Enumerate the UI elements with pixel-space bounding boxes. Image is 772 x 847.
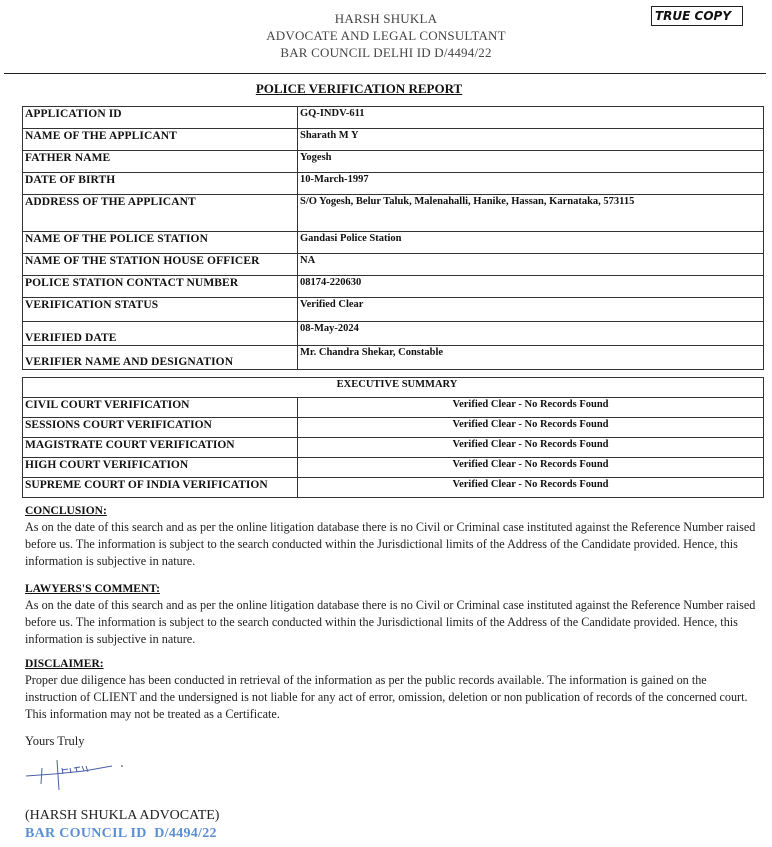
field-value: NA: [298, 254, 764, 276]
table-row: [23, 346, 764, 370]
field-value: 08-May-2024: [298, 322, 764, 346]
advocate-bar-council-id: BAR COUNCIL ID D/4494/22: [25, 826, 217, 841]
field-value: Gandasi Police Station: [298, 232, 764, 254]
field-label: APPLICATION ID: [23, 107, 298, 129]
table-row: [23, 276, 764, 298]
table-row: [23, 322, 764, 346]
table-row: [23, 438, 764, 458]
report-title: POLICE VERIFICATION REPORT: [255, 81, 463, 96]
table-row: [23, 418, 764, 438]
bar-council-id: BAR COUNCIL DELHI ID D/4494/22: [280, 45, 492, 60]
field-label: DATE OF BIRTH: [23, 173, 298, 195]
advocate-name: HARSH SHUKLA: [334, 11, 438, 26]
table-row: [23, 398, 764, 418]
field-label: ADDRESS OF THE APPLICANT: [23, 195, 298, 232]
advocate-designation: ADVOCATE AND LEGAL CONSULTANT: [266, 28, 506, 43]
table-row: [23, 478, 764, 498]
conclusion-heading: CONCLUSION:: [25, 505, 107, 517]
field-value: 08174-220630: [298, 276, 764, 298]
court-status: Verified Clear - No Records Found: [298, 438, 764, 458]
table-row: [23, 254, 764, 276]
table-row: [23, 129, 764, 151]
court-status: Verified Clear - No Records Found: [298, 398, 764, 418]
lawyers-comment-section: [25, 582, 760, 648]
court-label: MAGISTRATE COURT VERIFICATION: [23, 438, 298, 458]
court-status: Verified Clear - No Records Found: [298, 418, 764, 438]
field-value: 10-March-1997: [298, 173, 764, 195]
header-divider: [4, 73, 766, 74]
executive-summary-heading: EXECUTIVE SUMMARY: [23, 378, 764, 398]
field-label: VERIFIER NAME AND DESIGNATION: [23, 346, 298, 370]
disclaimer-text: Proper due diligence has been conducted in retrieval of the information as per the public records available. The information is gained on the instruction of CLIENT and the undersigned is not liable for any act of error, omission, deletion or non publication of records of the concerned court. This information may not be treated as a Certificate.: [25, 673, 748, 721]
table-row: [23, 195, 764, 232]
table-row: [23, 232, 764, 254]
table-header-row: [23, 378, 764, 398]
field-value: Mr. Chandra Shekar, Constable: [298, 346, 764, 370]
advocate-signature-name: (HARSH SHUKLA ADVOCATE): [25, 808, 220, 823]
field-label: FATHER NAME: [23, 151, 298, 173]
table-row: [23, 298, 764, 322]
field-value: GQ-INDV-611: [298, 107, 764, 129]
field-value: Yogesh: [298, 151, 764, 173]
true-copy-stamp: TRUE COPY: [651, 6, 743, 26]
applicant-details-table: [22, 106, 764, 370]
conclusion-text: As on the date of this search and as per the online litigation database there is no Civil or Criminal case instituted against the Reference Number raised before us. The information is subject to the search conducted within the Jurisdictional limits of the Address of the Candidate provided. Hence, this information is subjective in nature.: [25, 520, 756, 568]
field-label: POLICE STATION CONTACT NUMBER: [23, 276, 298, 298]
conclusion-section: [25, 504, 760, 570]
field-label: VERIFICATION STATUS: [23, 298, 298, 322]
closing-salutation: Yours Truly: [25, 734, 85, 748]
field-value: Sharath M Y: [298, 129, 764, 151]
table-row: [23, 458, 764, 478]
table-row: [23, 107, 764, 129]
court-label: SESSIONS COURT VERIFICATION: [23, 418, 298, 438]
table-row: [23, 151, 764, 173]
field-value: Verified Clear: [298, 298, 764, 322]
lawyers-comment-text: As on the date of this search and as per the online litigation database there is no Civil or Criminal case instituted against the Reference Number raised before us. The information is subject to the search conducted within the Jurisdictional limits of the Address of the Candidate provided. Hence, this information is subjective in nature.: [25, 598, 756, 646]
field-label: NAME OF THE STATION HOUSE OFFICER: [23, 254, 298, 276]
court-status: Verified Clear - No Records Found: [298, 478, 764, 498]
court-label: HIGH COURT VERIFICATION: [23, 458, 298, 478]
disclaimer-section: [25, 657, 760, 723]
field-value: S/O Yogesh, Belur Taluk, Malenahalli, Hanike, Hassan, Karnataka, 573115: [298, 195, 764, 232]
court-label: CIVIL COURT VERIFICATION: [23, 398, 298, 418]
signature-icon: [24, 756, 134, 792]
field-label: VERIFIED DATE: [23, 322, 298, 346]
field-label: NAME OF THE APPLICANT: [23, 129, 298, 151]
field-label: NAME OF THE POLICE STATION: [23, 232, 298, 254]
court-label: SUPREME COURT OF INDIA VERIFICATION: [23, 478, 298, 498]
disclaimer-heading: DISCLAIMER:: [25, 658, 104, 670]
court-status: Verified Clear - No Records Found: [298, 458, 764, 478]
executive-summary-table: [22, 377, 764, 498]
lawyers-comment-heading: LAWYERS'S COMMENT:: [25, 583, 160, 595]
table-row: [23, 173, 764, 195]
